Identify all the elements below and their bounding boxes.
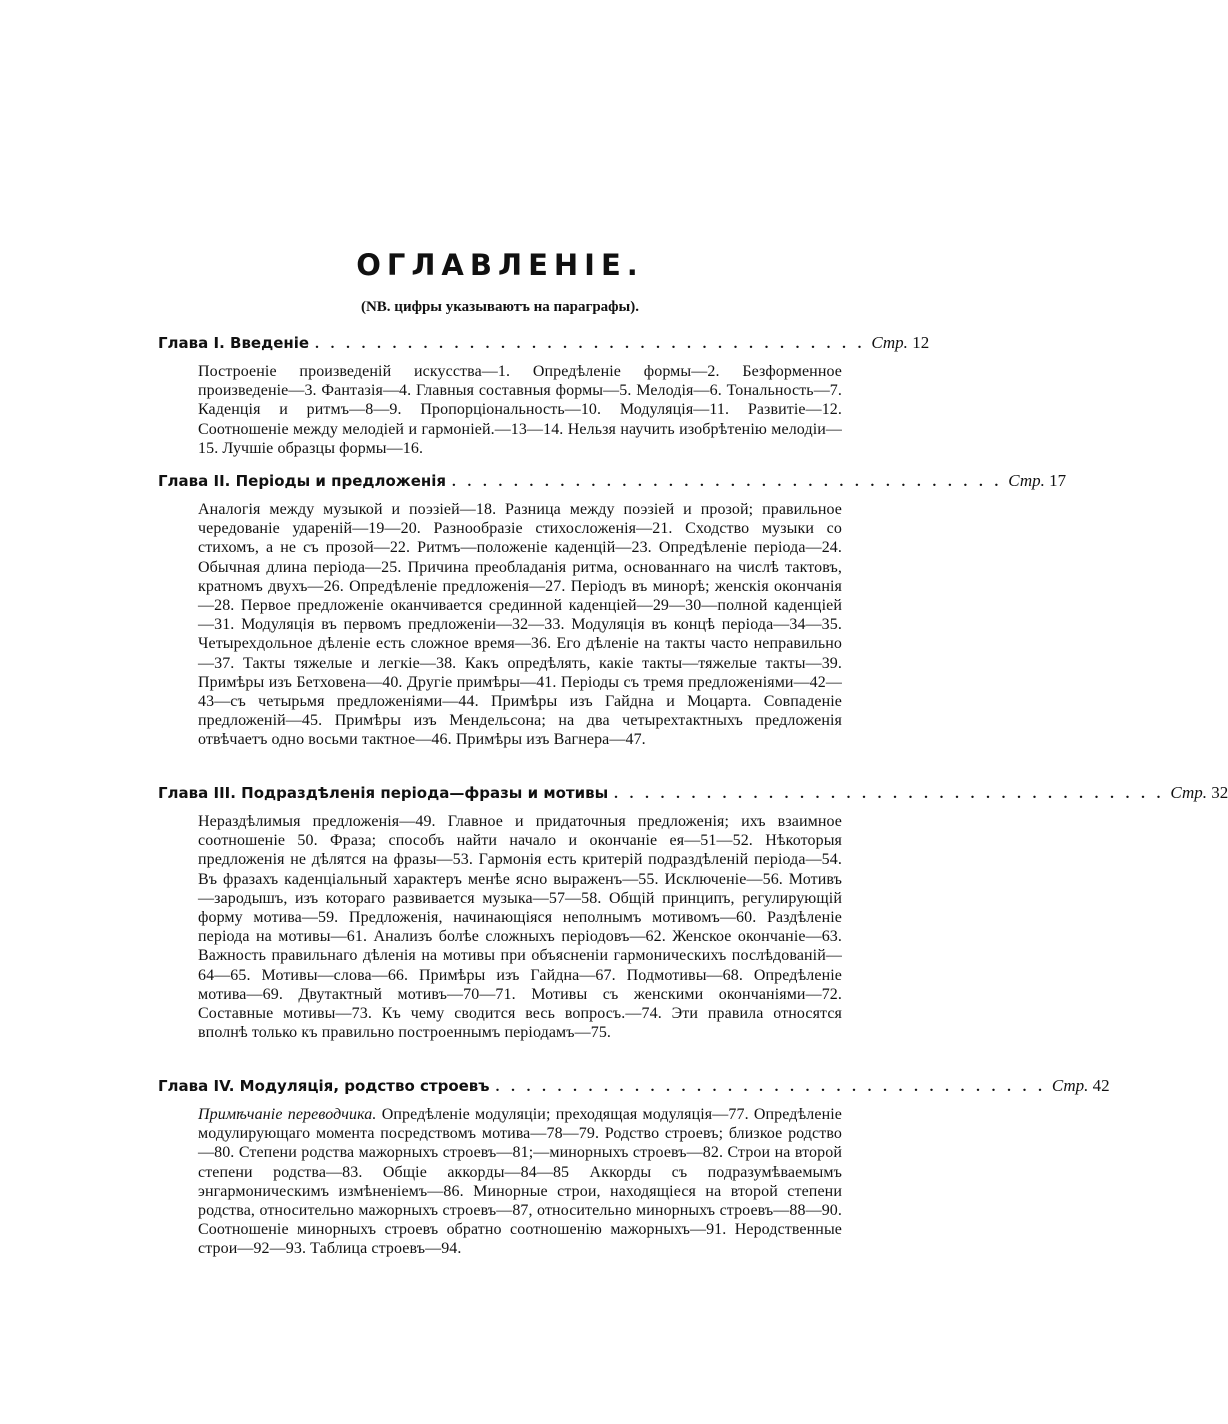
chapter-heading bbox=[158, 783, 1228, 807]
chapter-summary: Опредѣленіе модуляціи; преходящая модуляція—77. Опредѣленіе модулирующаго момента посредствомъ мотива—78—79. Родство строевъ; близкое родство—80. Степени родства мажорныхъ строевъ—81;—минорныхъ строевъ—82. Строи на второй степени родства—83. Общіе аккорды—84—85 Аккорды съ подразумѣваемымъ энгармоническимъ измѣненіемъ—86. Минорные строи, находящіеся на второй степени родства, относительно мажорныхъ строевъ—87, относительно минорныхъ строевъ—88—90. Соотношеніе минорныхъ строевъ обратно соотношенію мажорныхъ—91. Неродственные строи—92—93. Таблица строевъ—94. bbox=[198, 1106, 842, 1258]
chapter-page-number: 12 bbox=[912, 333, 930, 352]
page-prefix: Стр. bbox=[871, 333, 908, 352]
page-title: ОГЛАВЛЕНІЕ. bbox=[356, 248, 644, 282]
chapter-contents bbox=[198, 500, 842, 750]
chapter-contents bbox=[198, 812, 842, 1042]
chapter-2 bbox=[158, 471, 1067, 750]
chapter-page-number: 42 bbox=[1092, 1076, 1110, 1095]
chapter-title: Глава IV. Модуляція, родство строевъ bbox=[158, 1077, 490, 1095]
chapter-1 bbox=[158, 333, 930, 458]
page-prefix: Стр. bbox=[1170, 783, 1208, 802]
chapter-summary: Нераздѣлимыя предложенія—49. Главное и придаточныя предложенія; ихъ взаимное соотношеніе 50. Фраза; способъ найти начало и окончаніе ея—51—52. Нѣкоторыя предложенія не дѣлятся на фразы—53. Гармонія есть критерій подраздѣленій періода—54. Въ фразахъ каденціальный характеръ менѣе ясно выраженъ—55. Исключеніе—56. Мотивъ—зародышъ, изъ котораго развивается музыка—57—58. Общій принципъ, регулирующій форму мотива—59. Предложенія, начинающіяся неполнымъ мотивомъ—60. Раздѣленіе періода на мотивы—61. Анализъ болѣе сложныхъ періодовъ—62. Женское окончаніе—63. Важность правильнаго дѣленія на мотивы при объясненіи гармоническихъ послѣдованій—64—65. Мотивы—слова—66. Примѣры изъ Гайдна—67. Подмотивы—68. Опредѣленіе мотива—69. Двутактный мотивъ—70—71. Мотивы съ женскими окончаніями—72. Составные мотивы—73. Къ чему сводится весь вопросъ.—74. Эти правила относятся вполнѣ только къ правильно построеннымъ періодамъ—75. bbox=[198, 813, 842, 1042]
chapter-page-ref bbox=[1170, 783, 1228, 803]
chapter-summary: Построеніе произведеній искусства—1. Опредѣленіе формы—2. Безформенное произведеніе—3. Фантазія—4. Главныя составныя формы—5. Мелодія—6. Тональность—7. Каденція и ритмъ—8—9. Пропорціональность—10. Модуляція—11. Развитіе—12. Соотношеніе между мелодіей и гармоніей.—13—14. Нельзя научить изобрѣтенію мелодіи—15. Лучшіе образцы формы—16. bbox=[198, 363, 842, 457]
chapter-page-ref bbox=[871, 333, 929, 353]
dot-leader: . . . . . . . . . . . . . . . . . . . . . . . . . . . . . . . . . . . . bbox=[315, 336, 866, 352]
page-prefix: Стр. bbox=[1008, 471, 1045, 490]
dot-leader: . . . . . . . . . . . . . . . . . . . . . . . . . . . . . . . . . . . . bbox=[452, 474, 1003, 490]
chapter-heading bbox=[158, 333, 930, 357]
chapter-page-ref bbox=[1052, 1076, 1110, 1096]
chapter-title: Глава III. Подраздѣленія періода—фразы и мотивы bbox=[158, 784, 609, 802]
chapter-lead: Примѣчаніе переводчика. bbox=[198, 1106, 377, 1123]
page-prefix: Стр. bbox=[1051, 1076, 1089, 1095]
chapter-heading bbox=[158, 1076, 1110, 1100]
chapter-page-ref bbox=[1008, 471, 1066, 491]
chapter-title: Глава I. Введеніе bbox=[158, 334, 310, 352]
chapter-contents bbox=[198, 1105, 842, 1259]
chapter-page-number: 32 bbox=[1211, 783, 1228, 802]
dot-leader: . . . . . . . . . . . . . . . . . . . . . . . . . . . . . . . . . . . . bbox=[495, 1079, 1046, 1095]
chapter-contents bbox=[198, 362, 842, 458]
chapter-4 bbox=[158, 1076, 1110, 1259]
chapter-3 bbox=[158, 783, 1228, 1042]
paragraph-note: (NB. цифры указываютъ на параграфы). bbox=[360, 299, 640, 315]
chapter-summary: Аналогія между музыкой и поэзіей—18. Разница между поэзіей и прозой; правильное чередованіе удареній—19—20. Разнообразіе стихосложенія—21. Сходство музыки со стихомъ, а не съ прозой—22. Ритмъ—положеніе каденцій—23. Опредѣленіе періода—24. Обычная длина періода—25. Причина преобладанія ритма, основаннаго на числѣ тактовъ, кратномъ двухъ—26. Опредѣленіе предложенія—27. Періодъ въ минорѣ; женскія окончанія—28. Первое предложеніе оканчивается срединной каденціей—29—30—полной каденціей—31. Модуляція въ первомъ предложеніи—32—33. Модуляція въ концѣ періода—34—35. Четырехдольное дѣленіе есть сложное время—36. Его дѣленіе на такты часто неправильно—37. Такты тяжелые и легкіе—38. Какъ опредѣлять, какіе такты—тяжелые такты—39. Примѣры изъ Бетховена—40. Другіе примѣры—41. Періоды съ тремя предложеніями—42—43—съ четырьмя предложеніями—44. Примѣры изъ Гайдна и Моцарта. Совпаденіе предложеній—45. Примѣры изъ Мендельсона; на два четырехтактныхъ предложенія отвѣчаетъ одно восьми тактное—46. Примѣры изъ Вагнера—47. bbox=[198, 501, 842, 749]
chapter-page-number: 17 bbox=[1049, 471, 1067, 490]
chapter-title: Глава II. Періоды и предложенія bbox=[158, 472, 447, 490]
dot-leader: . . . . . . . . . . . . . . . . . . . . . . . . . . . . . . . . . . . . bbox=[614, 786, 1165, 802]
chapter-heading bbox=[158, 471, 1067, 495]
